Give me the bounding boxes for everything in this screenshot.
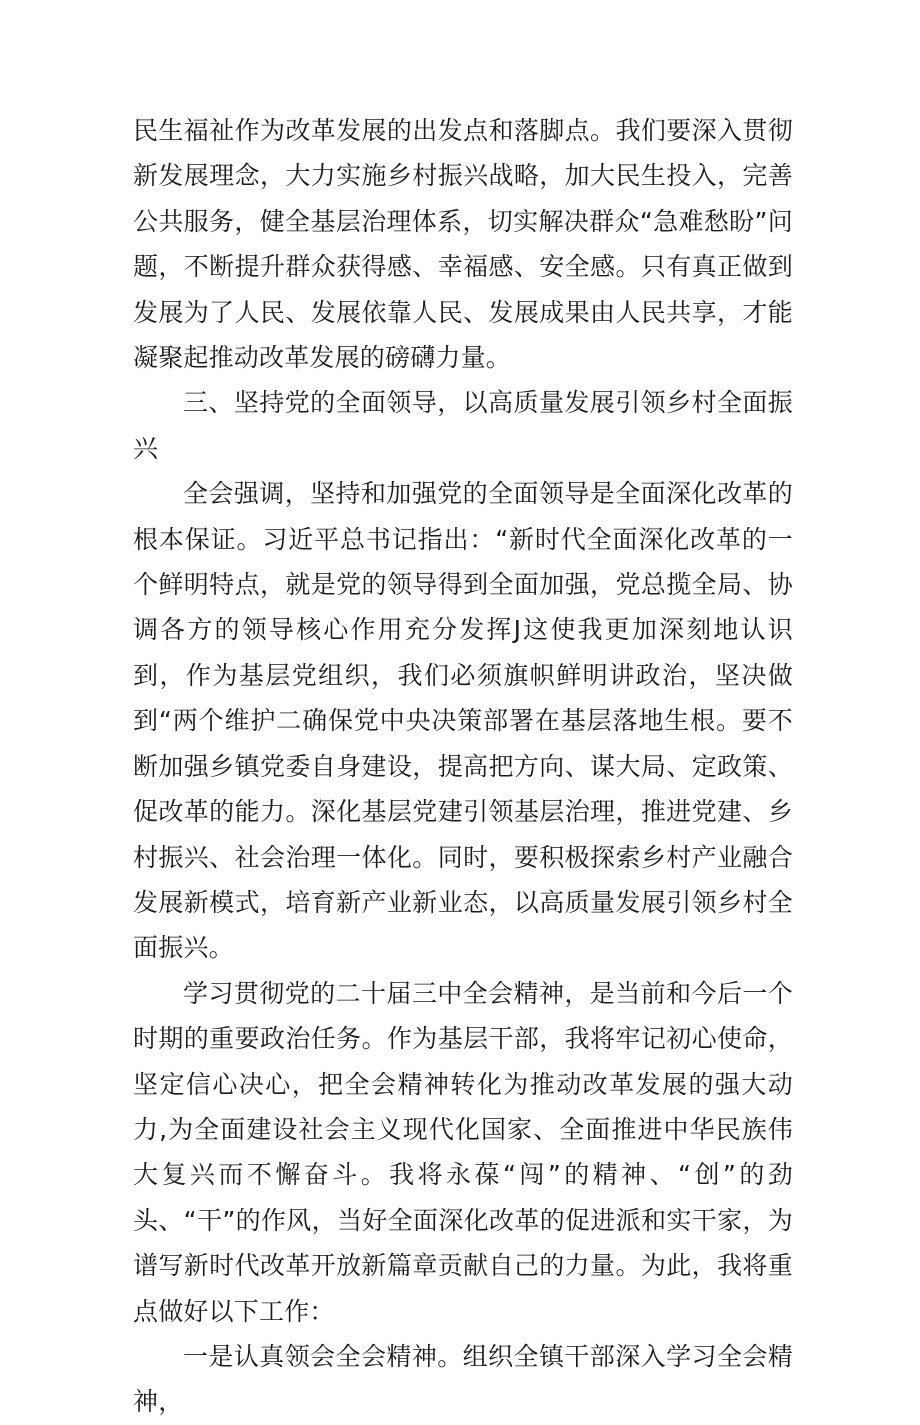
paragraph-continuation: 民生福祉作为改革发展的出发点和落脚点。我们要深入贯彻新发展理念，大力实施乡村振兴战略，加大民生投入，完善公共服务，健全基层治理体系，切实解决群众“急难愁盼”问题，不断提升群众获得感、幸福感、安全感。只有真正做到发展为了人民、发展依靠人民、发展成果由人民共享，才能凝聚起推动改革发展的磅礴力量。 [133, 116, 793, 373]
section-heading: 三、坚持党的全面领导，以高质量发展引领乡村全面振兴 [133, 388, 793, 463]
document-body [133, 108, 793, 1425]
paragraph-first-task: 一是认真领会全会精神。组织全镇干部深入学习全会精神， [133, 1341, 793, 1417]
paragraph-study-plenum: 学习贯彻党的二十届三中全会精神，是当前和今后一个时期的重要政治任务。作为基层干部，我将牢记初心使命，坚定信心决心，把全会精神转化为推动改革发展的强大动力,为全面建设社会主义现代化国家、全面推进中华民族伟大复兴而不懈奋斗。我将永葆“闯”的精神、“创”的劲头、“干”的作风，当好全面深化改革的促进派和实干家，为谱写新时代改革开放新篇章贡献自己的力量。为此，我将重点做好以下工作： [133, 978, 793, 1326]
paragraph-party-leadership: 全会强调，坚持和加强党的全面领导是全面深化改革的根本保证。习近平总书记指出：“新时代全面深化改革的一个鲜明特点，就是党的领导得到全面加强，党总揽全局、协调各方的领导核心作用充分发挥J这使我更加深刻地认识到，作为基层党组织，我们必须旗帜鲜明讲政治，坚决做到“两个维护二确保党中央决策部署在基层落地生根。要不断加强乡镇党委自身建设，提高把方向、谋大局、定政策、促改革的能力。深化基层党建引领基层治理，推进党建、乡村振兴、社会治理一体化。同时，要积极探索乡村产业融合发展新模式，培育新产业新业态，以高质量发展引领乡村全面振兴。 [133, 479, 793, 963]
